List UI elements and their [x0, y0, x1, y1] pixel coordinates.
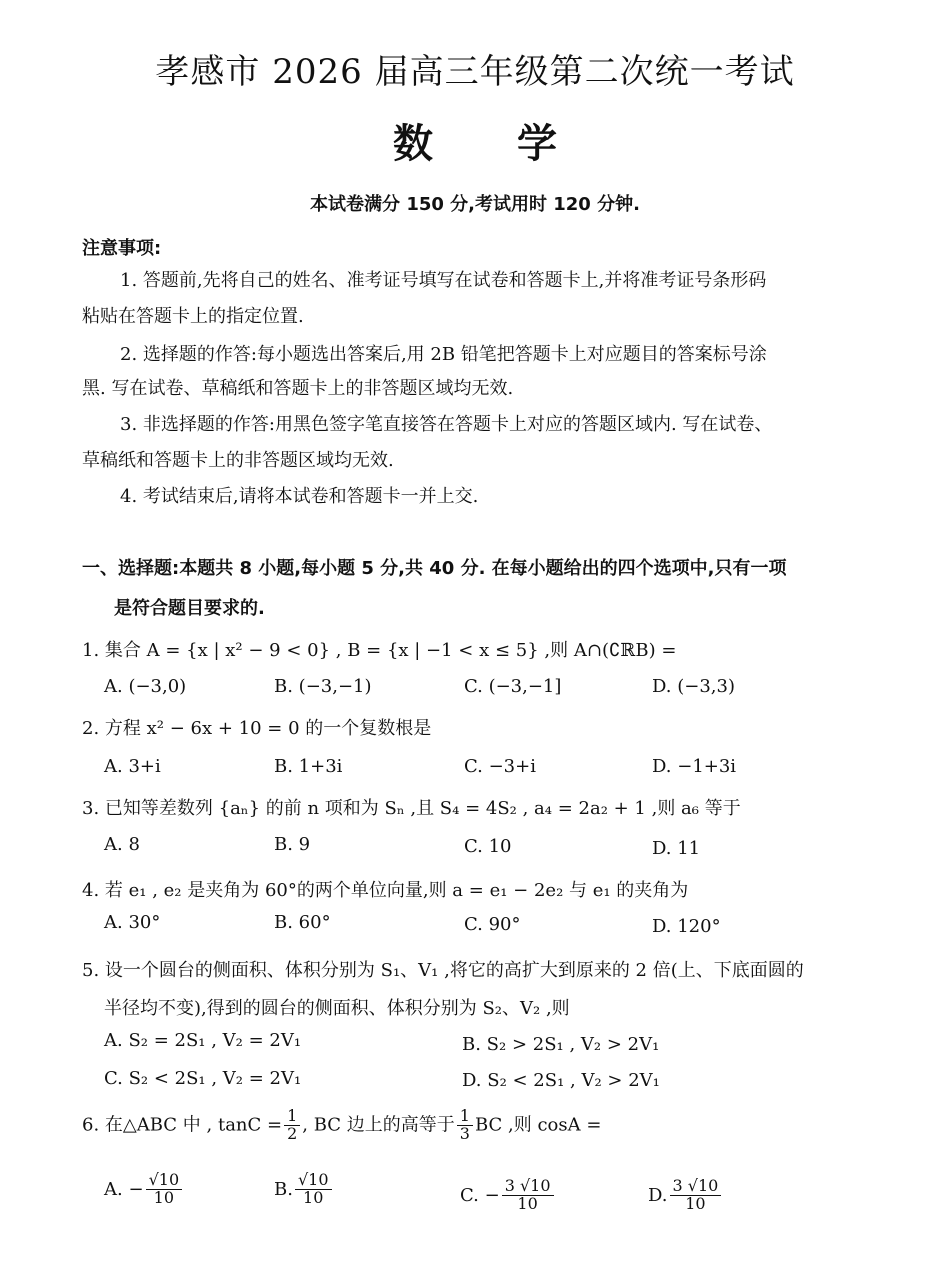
- option-d: D. 120°: [652, 916, 721, 937]
- question-stem: 5. 设一个圆台的侧面积、体积分别为 S₁、V₁ ,将它的高扩大到原来的 2 倍(上、下底面圆的: [82, 960, 804, 981]
- fraction-denominator: 10: [685, 1193, 706, 1213]
- fraction-numerator: 1: [284, 1108, 300, 1126]
- question-stem: 3. 已知等差数列 {aₙ} 的前 n 项和为 Sₙ ,且 S₄ = 4S₂ , a₄ = 2a₂ + 1 ,则 a₆ 等于: [82, 798, 741, 819]
- option-a: A. (−3,0): [104, 676, 187, 697]
- subject-title: 数 学: [393, 120, 557, 167]
- fraction-numerator: 3 √10: [670, 1178, 722, 1196]
- notice-line: 3. 非选择题的作答:用黑色签字笔直接答在答题卡上对应的答题区域内. 写在试卷、: [120, 414, 773, 435]
- option-b: B. 1+3i: [274, 756, 343, 777]
- fraction-numerator: √10: [146, 1172, 183, 1190]
- option-c: C. (−3,−1]: [464, 676, 562, 697]
- question-stem: 1. 集合 A = {x | x² − 9 < 0} , B = {x | −1 < x ≤ 5} ,则 A∩(∁ℝB) =: [82, 640, 677, 661]
- fraction-denominator: 2: [287, 1123, 298, 1143]
- notice-line: 草稿纸和答题卡上的非答题区域均无效.: [82, 450, 394, 471]
- section-heading-cont: 是符合题目要求的.: [114, 598, 265, 619]
- option-c: C. 90°: [464, 914, 521, 935]
- option-d: [648, 1178, 723, 1213]
- fraction: [502, 1178, 554, 1213]
- exam-info-text: 本试卷满分 150 分,考试用时 120 分钟.: [310, 194, 640, 215]
- question-stem-cont: 半径均不变),得到的圆台的侧面积、体积分别为 S₂、V₂ ,则: [104, 998, 570, 1019]
- notice-line: 4. 考试结束后,请将本试卷和答题卡一并上交.: [120, 486, 479, 507]
- notice-line: 2. 选择题的作答:每小题选出答案后,用 2B 铅笔把答题卡上对应题目的答案标号涂: [120, 344, 767, 365]
- stem-text: 6. 在△ABC 中 , tanC =: [82, 1114, 283, 1136]
- option-d: D. (−3,3): [652, 676, 735, 697]
- option-sign: −: [484, 1184, 500, 1206]
- section-heading: 一、选择题:本题共 8 小题,每小题 5 分,共 40 分. 在每小题给出的四个选项中,只有一项: [82, 558, 787, 579]
- question-stem: 4. 若 e₁ , e₂ 是夹角为 60°的两个单位向量,则 a = e₁ − 2e₂ 与 e₁ 的夹角为: [82, 880, 689, 901]
- fraction: [457, 1108, 473, 1143]
- question-stem: 2. 方程 x² − 6x + 10 = 0 的一个复数根是: [82, 718, 432, 739]
- option-d: D. 11: [652, 838, 701, 859]
- fraction-denominator: 10: [153, 1187, 175, 1207]
- option-label: C.: [460, 1184, 479, 1206]
- fraction-denominator: 10: [303, 1187, 324, 1207]
- fraction-numerator: 3 √10: [502, 1178, 554, 1196]
- option-b: B. (−3,−1): [274, 676, 372, 697]
- option-c: C. 10: [464, 836, 512, 857]
- option-b: B. S₂ > 2S₁ , V₂ > 2V₁: [462, 1034, 660, 1055]
- option-a: A. 30°: [104, 912, 161, 933]
- fraction: [670, 1178, 722, 1213]
- question-stem: [82, 1108, 601, 1143]
- option-a: A. 3+i: [104, 756, 161, 777]
- fraction-denominator: 3: [459, 1123, 470, 1143]
- option-a: A. S₂ = 2S₁ , V₂ = 2V₁: [104, 1030, 302, 1051]
- fraction-denominator: 10: [517, 1193, 538, 1213]
- option-c: C. −3+i: [464, 756, 536, 777]
- option-d: D. −1+3i: [652, 756, 737, 777]
- exam-title: 孝感市 2026 届高三年级第二次统一考试: [155, 52, 795, 92]
- fraction: [295, 1172, 332, 1207]
- option-c: [460, 1178, 556, 1213]
- option-a: A. 8: [104, 834, 140, 855]
- option-a: [104, 1172, 184, 1207]
- fraction: [284, 1108, 300, 1143]
- exam-info: [0, 190, 950, 216]
- notice-line: 黑. 写在试卷、草稿纸和答题卡上的非答题区域均无效.: [82, 378, 514, 399]
- notice-line: 粘贴在答题卡上的指定位置.: [82, 306, 304, 327]
- fraction: [146, 1172, 183, 1207]
- option-d: D. S₂ < 2S₁ , V₂ > 2V₁: [462, 1070, 660, 1091]
- fraction-numerator: √10: [295, 1172, 332, 1190]
- option-b: B. 9: [274, 834, 311, 855]
- option-label: B.: [274, 1178, 293, 1200]
- option-label: D.: [648, 1184, 668, 1206]
- notice-line: 1. 答题前,先将自己的姓名、准考证号填写在试卷和答题卡上,并将准考证号条形码: [120, 270, 767, 291]
- fraction-numerator: 1: [457, 1108, 473, 1126]
- option-c: C. S₂ < 2S₁ , V₂ = 2V₁: [104, 1068, 302, 1089]
- option-b: [274, 1172, 334, 1207]
- option-b: B. 60°: [274, 912, 331, 933]
- notice-heading: 注意事项:: [82, 238, 162, 259]
- option-label: A.: [104, 1178, 123, 1200]
- stem-text: BC ,则 cosA =: [474, 1114, 602, 1136]
- stem-text: , BC 边上的高等于: [302, 1114, 455, 1136]
- option-sign: −: [128, 1178, 144, 1200]
